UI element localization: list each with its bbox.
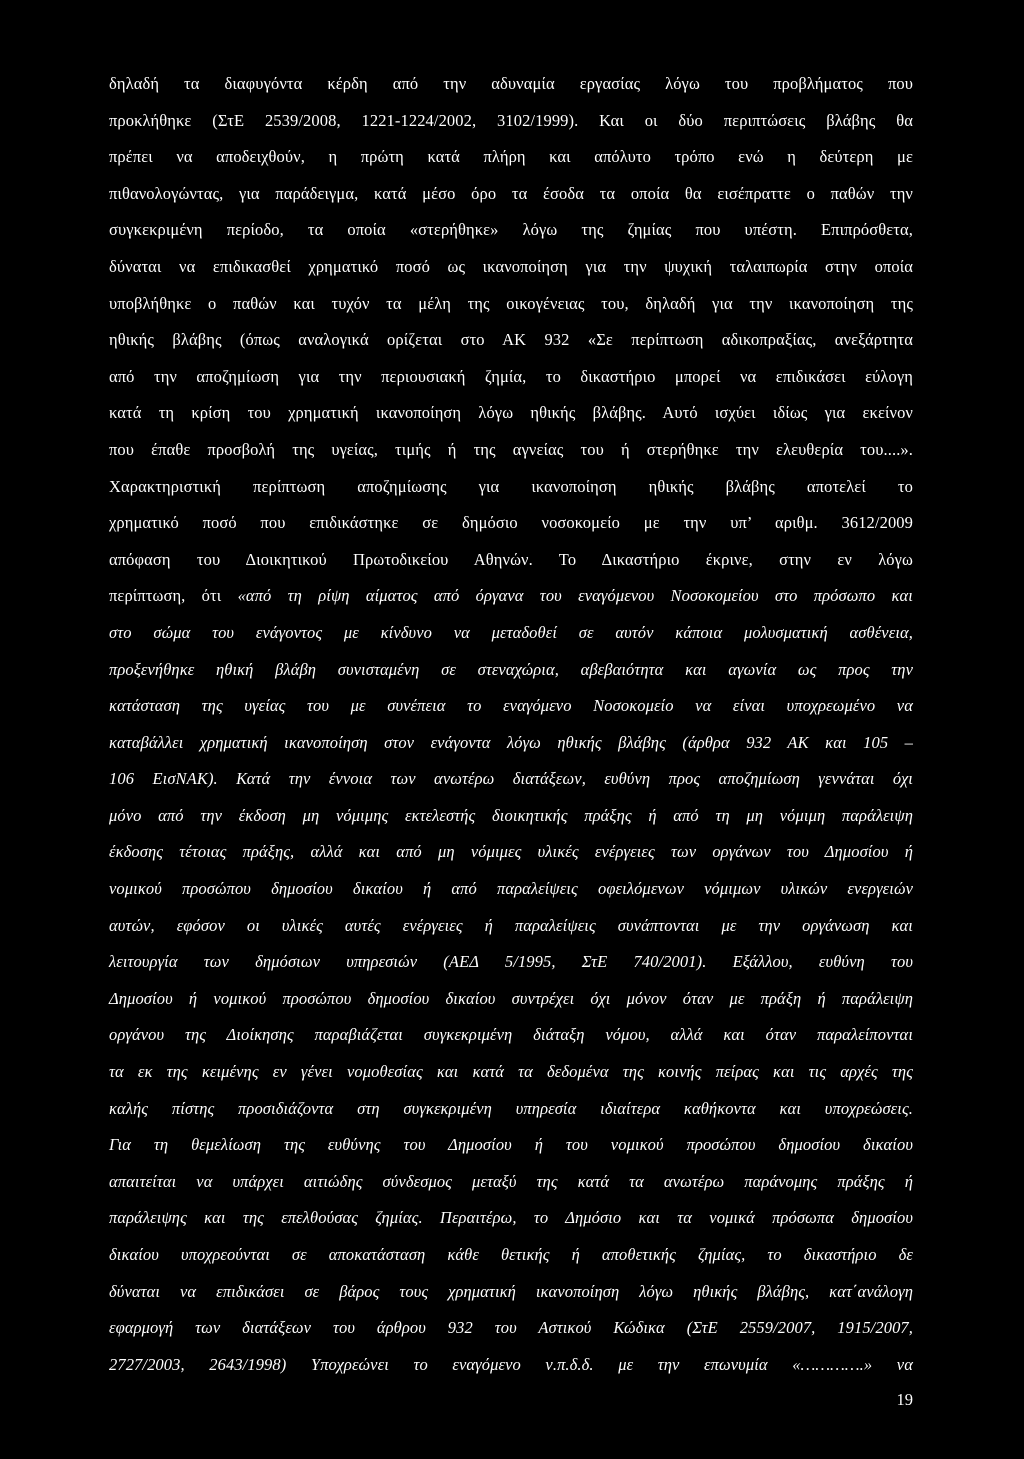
text-line (109, 176, 913, 213)
text-segment: υποβλήθηκε ο παθών και τυχόν τα μέλη της οικογένειας του, δηλαδή για την ικανοποίηση της (109, 293, 913, 313)
text-segment: ηθικής βλάβης (όπως αναλογικά ορίζεται στο ΑΚ 932 «Σε περίπτωση αδικοπραξίας, ανεξάρτητα (109, 330, 913, 350)
text-segment: κατά τη κρίση του χρηματική ικανοποίηση λόγω ηθικής βλάβης. Αυτό ισχύει ιδίως για εκείνον (109, 403, 913, 423)
italic-text-segment: στο σώμα του ενάγοντος με κίνδυνο να μεταδοθεί σε αυτόν κάποια μολυσματική ασθένεια, (109, 622, 913, 642)
text-line (109, 1127, 913, 1164)
text-segment: χρηματικό ποσό που επιδικάστηκε σε δημόσιο νοσοκομείο με την υπ’ αριθμ. 3612/2009 (109, 513, 913, 533)
italic-text-segment: νομικού προσώπου δημοσίου δικαίου ή από παραλείψεις οφειλόμενων νόμιμων υλικών ενεργειών (109, 879, 913, 899)
text-line (109, 908, 913, 945)
text-segment: απόφαση του Διοικητικού Πρωτοδικείου Αθηνών. Το Δικαστήριο έκρινε, στην εν λόγω (109, 549, 913, 569)
text-line (109, 834, 913, 871)
text-line (109, 322, 913, 359)
text-segment: πρέπει να αποδειχθούν, η πρώτη κατά πλήρη και απόλυτο τρόπο ενώ η δεύτερη με (109, 147, 913, 167)
italic-text-segment: Για τη θεμελίωση της ευθύνης του Δημοσίου ή του νομικού προσώπου δημοσίου δικαίου (109, 1135, 913, 1155)
text-line (109, 944, 913, 981)
text-line (109, 615, 913, 652)
italic-text-segment: «από τη ρίψη αίματος από όργανα του εναγόμενου Νοσοκομείου στο πρόσωπο και (237, 586, 913, 606)
text-line (109, 578, 913, 615)
text-line (109, 1274, 913, 1311)
text-line (109, 66, 913, 103)
italic-text-segment: έκδοσης τέτοιας πράξης, αλλά και από μη νόμιμες υλικές ενέργειες των οργάνων του Δημοσίου ή (109, 842, 913, 862)
text-line (109, 761, 913, 798)
italic-text-segment: απαιτείται να υπάρχει αιτιώδης σύνδεσμος μεταξύ της κατά τα ανωτέρω παράνομης πράξης ή (109, 1171, 913, 1191)
text-line (109, 1164, 913, 1201)
italic-text-segment: 106 ΕισΝΑΚ). Κατά την έννοια των ανωτέρω διατάξεων, ευθύνη προς αποζημίωση γεννάται όχι (109, 769, 913, 789)
text-line (109, 688, 913, 725)
text-line (109, 1310, 913, 1347)
text-line (109, 139, 913, 176)
text-line (109, 469, 913, 506)
text-line (109, 249, 913, 286)
italic-text-segment: δύναται να επιδικάσει σε βάρος τους χρηματική ικανοποίηση λόγω ηθικής βλάβης, κατ΄ανάλογη (109, 1281, 913, 1301)
italic-text-segment: 2727/2003, 2643/1998) Υποχρεώνει το εναγόμενο ν.π.δ.δ. με την επωνυμία «………….» να (109, 1354, 913, 1374)
italic-text-segment: εφαρμογή των διατάξεων του άρθρου 932 του Αστικού Κώδικα (ΣτΕ 2559/2007, 1915/2007, (109, 1318, 913, 1338)
text-line (109, 1347, 913, 1384)
text-segment: από την αποζημίωση για την περιουσιακή ζημία, το δικαστήριο μπορεί να επιδικάσει εύλογη (109, 366, 913, 386)
text-line (109, 103, 913, 140)
italic-text-segment: καλής πίστης προσιδιάζοντα στη συγκεκριμένη υπηρεσία ιδιαίτερα καθήκοντα και υποχρεώσεις. (109, 1098, 913, 1118)
text-segment: που έπαθε προσβολή της υγείας, τιμής ή της αγνείας του ή στερήθηκε την ελευθερία του....». (109, 439, 913, 459)
italic-text-segment: προξενήθηκε ηθική βλάβη συνισταμένη σε στεναχώρια, αβεβαιότητα και αγωνία ως προς την (109, 659, 913, 679)
document-body (109, 66, 913, 1383)
text-line (109, 725, 913, 762)
italic-text-segment: μόνο από την έκδοση μη νόμιμης εκτελεστής διοικητικής πράξης ή από τη μη νόμιμη παράλειψη (109, 805, 913, 825)
italic-text-segment: καταβάλλει χρηματική ικανοποίηση στον ενάγοντα λόγω ηθικής βλάβης (άρθρα 932 ΑΚ και 105 – (109, 732, 913, 752)
italic-text-segment: τα εκ της κειμένης εν γένει νομοθεσίας και κατά τα δεδομένα της κοινής πείρας και τις αρχές της (109, 1062, 913, 1082)
italic-text-segment: αυτών, εφόσον οι υλικές αυτές ενέργειες ή παραλείψεις συνάπτονται με την οργάνωση και (109, 915, 913, 935)
text-line (109, 212, 913, 249)
italic-text-segment: Δημοσίου ή νομικού προσώπου δημοσίου δικαίου συντρέχει όχι μόνον όταν με πράξη ή παράλειψη (109, 988, 913, 1008)
text-line (109, 652, 913, 689)
text-line (109, 286, 913, 323)
text-line (109, 542, 913, 579)
italic-text-segment: παράλειψης και της επελθούσας ζημίας. Περαιτέρω, το Δημόσιο και τα νομικά πρόσωπα δημοσίου (109, 1208, 913, 1228)
text-segment: προκλήθηκε (ΣτΕ 2539/2008, 1221-1224/2002, 3102/1999). Και οι δύο περιπτώσεις βλάβης θα (109, 110, 913, 130)
text-line (109, 1054, 913, 1091)
text-segment: συγκεκριμένη περίοδο, τα οποία «στερήθηκε» λόγω της ζημίας που υπέστη. Επιπρόσθετα, (109, 220, 913, 240)
text-line (109, 1017, 913, 1054)
page-number: 19 (896, 1390, 913, 1409)
text-segment: δηλαδή τα διαφυγόντα κέρδη από την αδυναμία εργασίας λόγω του προβλήματος που (109, 74, 913, 93)
text-segment: Χαρακτηριστική περίπτωση αποζημίωσης για ικανοποίηση ηθικής βλάβης αποτελεί το (109, 476, 913, 496)
text-line (109, 432, 913, 469)
text-line (109, 505, 913, 542)
italic-text-segment: λειτουργία των δημόσιων υπηρεσιών (ΑΕΔ 5/1995, ΣτΕ 740/2001). Εξάλλου, ευθύνη του (109, 952, 913, 972)
italic-text-segment: οργάνου της Διοίκησης παραβιάζεται συγκεκριμένη διάταξη νόμου, αλλά και όταν παραλείπονται (109, 1025, 913, 1045)
text-line (109, 798, 913, 835)
text-segment: πιθανολογώντας, για παράδειγμα, κατά μέσο όρο τα έσοδα τα οποία θα εισέπραττε ο παθών την (109, 183, 913, 203)
text-line (109, 981, 913, 1018)
text-line (109, 1200, 913, 1237)
text-line (109, 359, 913, 396)
text-line (109, 1237, 913, 1274)
text-line (109, 395, 913, 432)
text-line (109, 871, 913, 908)
italic-text-segment: κατάσταση της υγείας του με συνέπεια το εναγόμενο Νοσοκομείο να είναι υποχρεωμένο να (109, 696, 913, 716)
text-segment: δύναται να επιδικασθεί χρηματικό ποσό ως ικανοποίηση για την ψυχική ταλαιπωρία στην οποία (109, 256, 913, 276)
text-line (109, 1091, 913, 1128)
text-segment: περίπτωση, ότι (109, 586, 238, 606)
italic-text-segment: δικαίου υποχρεούνται σε αποκατάσταση κάθε θετικής ή αποθετικής ζημίας, το δικαστήριο δε (109, 1245, 913, 1264)
